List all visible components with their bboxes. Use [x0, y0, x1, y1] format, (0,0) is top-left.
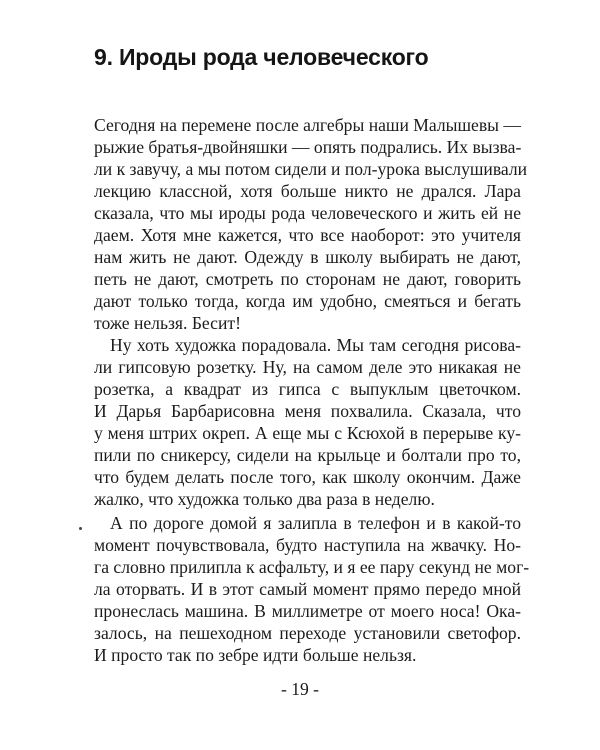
text-line: пронеслась машина. В миллиметре от моего носа! Ока-	[94, 601, 521, 621]
text-line: пили по сникерсу, сидели на крыльце и болтали про то,	[94, 445, 521, 465]
text-line: ли к завучу, а мы потом сидели и пол-урока выслушивали	[94, 159, 528, 179]
text-line: А по дороге домой я залипла в телефон и в какой-то	[110, 513, 521, 533]
text-line: И просто так по зебре идти больше нельзя.	[94, 645, 417, 665]
page-number: - 19 -	[280, 679, 320, 699]
text-line: лекцию классной, хотя больше никто не дрался. Лара	[94, 181, 521, 201]
print-speck	[79, 527, 82, 530]
text-line: петь не дают, смотреть по сторонам не дают, говорить	[94, 269, 521, 289]
text-line: тоже нельзя. Бесит!	[94, 313, 241, 333]
text-line: Ну хоть художка порадовала. Мы там сегодня рисова-	[110, 335, 521, 355]
text-line: Сегодня на перемене после алгебры наши Малышевы —	[94, 115, 521, 135]
text-line: ла оторвать. И в этот самый момент прямо передо мной	[94, 579, 521, 599]
text-line: даем. Хотя мне кажется, что все наоборот: это учителя	[94, 225, 521, 245]
chapter-title: 9. Ироды рода человеческого	[94, 44, 429, 70]
text-line: рыжие братья-двойняшки — опять подрались. Их вызва-	[94, 137, 522, 157]
text-line: что будем делать после того, как школу окончим. Даже	[94, 467, 521, 487]
text-line: дают только тогда, когда им удобно, смеяться и бегать	[94, 291, 521, 311]
text-line: И Дарья Барбарисовна меня похвалила. Сказала, что	[94, 401, 521, 421]
text-line: нам жить не дают. Одежду в школу выбирать не дают,	[94, 247, 521, 267]
text-line: розетка, а квадрат из гипса с выпуклым цветочком.	[94, 379, 521, 399]
text-line: ли гипсовую розетку. Ну, на самом деле это никакая не	[94, 357, 521, 377]
text-line: момент почувствовала, будто наступила на жвачку. Но-	[94, 535, 521, 555]
text-line: га словно прилипла к асфальту, и я ее пару секунд не мог-	[94, 557, 530, 577]
text-line: у меня штрих окреп. А еще мы с Ксюхой в перерыве ку-	[94, 423, 521, 443]
text-line: сказала, что мы ироды рода человеческого и жить ей не	[94, 203, 521, 223]
text-line: залось, на пешеходном переходе установили светофор.	[94, 623, 521, 643]
text-line: жалко, что художка только два раза в неделю.	[94, 489, 435, 509]
